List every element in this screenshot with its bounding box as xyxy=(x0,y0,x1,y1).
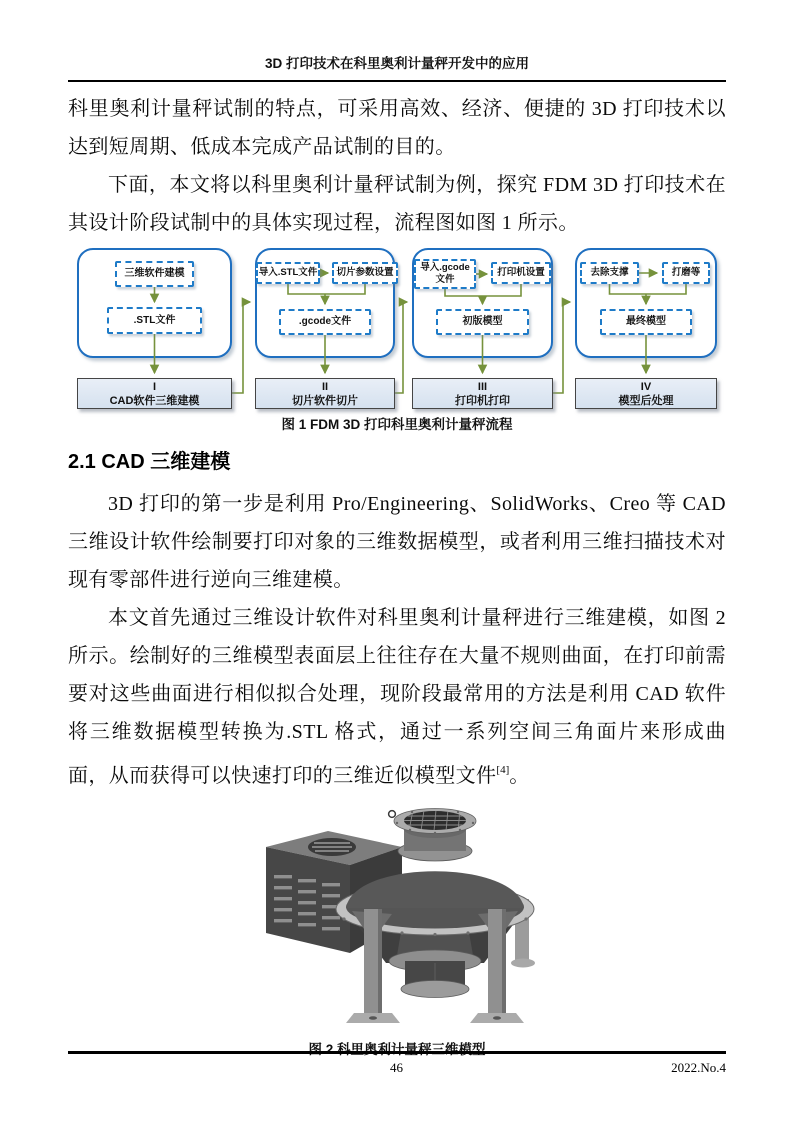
footer-rule xyxy=(68,1051,726,1054)
flowchart-box-import-gcode: 导入.gcode文件 xyxy=(414,259,476,289)
reference-4-superscript: [4] xyxy=(496,764,510,776)
stage-2-label: 切片软件切片 xyxy=(292,395,358,407)
figure2-caption: 图 2 科里奥利计量秤三维模型 xyxy=(308,1042,486,1057)
stage-4-numeral: IV xyxy=(640,381,652,393)
paragraph-1: 科里奥利计量秤试制的特点，可采用高效、经济、便捷的 3D 打印技术以达到短周期、低成本完成产品试制的目的。 xyxy=(68,98,726,158)
flowchart-box-polishing: 打磨等 xyxy=(662,262,710,284)
paragraph-2: 下面，本文将以科里奥利计量秤试制为例，探究 FDM 3D 打印技术在其设计阶段试制中的具体实现过程，流程图如图 1 所示。 xyxy=(68,174,726,234)
issue-label: 2022.No.4 xyxy=(671,1060,726,1075)
section-heading-2-1: 2.1 CAD 三维建模 xyxy=(68,451,231,473)
flowchart-box-3d-modeling: 三维软件建模 xyxy=(115,261,194,287)
figure1-caption: 图 1 FDM 3D 打印科里奥利计量秤流程 xyxy=(281,417,513,432)
stage-3-label: 打印机打印 xyxy=(455,395,510,407)
flowchart-stage-4 xyxy=(575,378,717,409)
stage-3-numeral: III xyxy=(477,381,488,393)
stage-1-numeral: I xyxy=(152,381,157,393)
running-head: 3D 打印技术在科里奥利计量秤开发中的应用 xyxy=(264,56,529,71)
page-number: 46 xyxy=(390,1060,403,1075)
paragraph-3: 3D 打印的第一步是利用 Pro/Engineering、SolidWorks、Creo 等 CAD 三维设计软件绘制要打印对象的三维数据模型，或者利用三维扫描技术对现有零部件进行逆向三维建模。 xyxy=(68,493,726,591)
flowchart-stage-2 xyxy=(255,378,395,409)
flowchart-box-printer-settings: 打印机设置 xyxy=(491,262,551,284)
coriolis-scale-3d-model xyxy=(252,801,542,1031)
flowchart-box-stl-file: .STL文件 xyxy=(107,307,202,334)
stage-2-numeral: II xyxy=(321,381,329,393)
flowchart-box-slice-params: 切片参数设置 xyxy=(332,262,398,284)
stage-1-label: CAD软件三维建模 xyxy=(109,395,200,407)
header-rule xyxy=(68,80,726,82)
page-content xyxy=(68,0,726,1059)
paragraph-4-period: 。 xyxy=(509,765,530,787)
figure2-image xyxy=(252,801,542,1036)
flowchart-box-import-stl: 导入.STL文件 xyxy=(256,262,320,284)
paragraph-4 xyxy=(68,599,726,795)
flowchart-box-initial-model: 初版模型 xyxy=(436,309,529,335)
stage-4-label: 模型后处理 xyxy=(618,395,674,407)
figure1-flowchart xyxy=(68,247,726,413)
flowchart-stage-3 xyxy=(412,378,553,409)
flowchart-stage-1 xyxy=(77,378,232,409)
paragraph-4-text: 本文首先通过三维设计软件对科里奥利计量秤进行三维建模，如图 2 所示。绘制好的三维模型表面层上往往存在大量不规则曲面，在打印前需要对这些曲面进行相似拟合处理，现阶段最常用的方法是利用 CAD 软件将三维数据模型转换为.STL 格式，通过一系列空间三角面片来形成曲面，从而获得可以快速打印的三维近似模型文件 xyxy=(68,607,726,787)
flowchart-box-final-model: 最终模型 xyxy=(600,309,692,335)
flowchart-box-gcode-file: .gcode文件 xyxy=(279,309,371,335)
flowchart-box-remove-supports: 去除支撑 xyxy=(580,262,639,284)
